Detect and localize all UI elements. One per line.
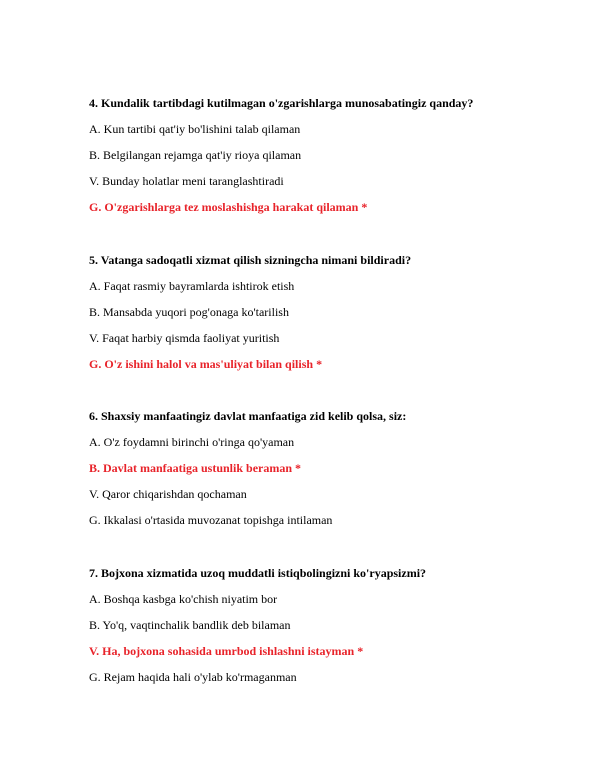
answer-option-g-correct: G. O'z ishini halol va mas'uliyat bilan qilish * [89,357,323,371]
answer-option-a: A. Boshqa kasbga ko'chish niyatim bor [89,592,278,606]
answer-option-a: A. Faqat rasmiy bayramlarda ishtirok etish [89,279,295,293]
answer-option-v-correct: V. Ha, bojxona sohasida umrbod ishlashni istayman * [89,644,364,658]
answer-option-v: V. Faqat harbiy qismda faoliyat yuritish [89,331,280,345]
answer-option-v: V. Qaror chiqarishdan qochaman [89,487,247,501]
answer-option-a: A. Kun tartibi qat'iy bo'lishini talab qilaman [89,122,301,136]
answer-option-b: B. Mansabda yuqori pog'onaga ko'tarilish [89,305,289,319]
answer-option-a: A. O'z foydamni birinchi o'ringa qo'yaman [89,435,295,449]
answer-option-b-correct: B. Davlat manfaatiga ustunlik beraman * [89,461,302,475]
question-title: 5. Vatanga sadoqatli xizmat qilish sizningcha nimani bildiradi? [89,253,412,267]
answer-option-g: G. Ikkalasi o'rtasida muvozanat topishga intilaman [89,513,333,527]
answer-option-g-correct: G. O'zgarishlarga tez moslashishga harakat qilaman * [89,200,368,214]
answer-option-g: G. Rejam haqida hali o'ylab ko'rmaganman [89,670,297,684]
question-title: 7. Bojxona xizmatida uzoq muddatli istiqbolingizni ko'ryapsizmi? [89,566,427,580]
answer-option-b: B. Yo'q, vaqtinchalik bandlik deb bilaman [89,618,291,632]
answer-option-v: V. Bunday holatlar meni taranglashtiradi [89,174,284,188]
question-title: 6. Shaxsiy manfaatingiz davlat manfaatiga zid kelib qolsa, siz: [89,409,407,423]
answer-option-b: B. Belgilangan rejamga qat'iy rioya qilaman [89,148,302,162]
question-title: 4. Kundalik tartibdagi kutilmagan o'zgarishlarga munosabatingiz qanday? [89,96,474,110]
